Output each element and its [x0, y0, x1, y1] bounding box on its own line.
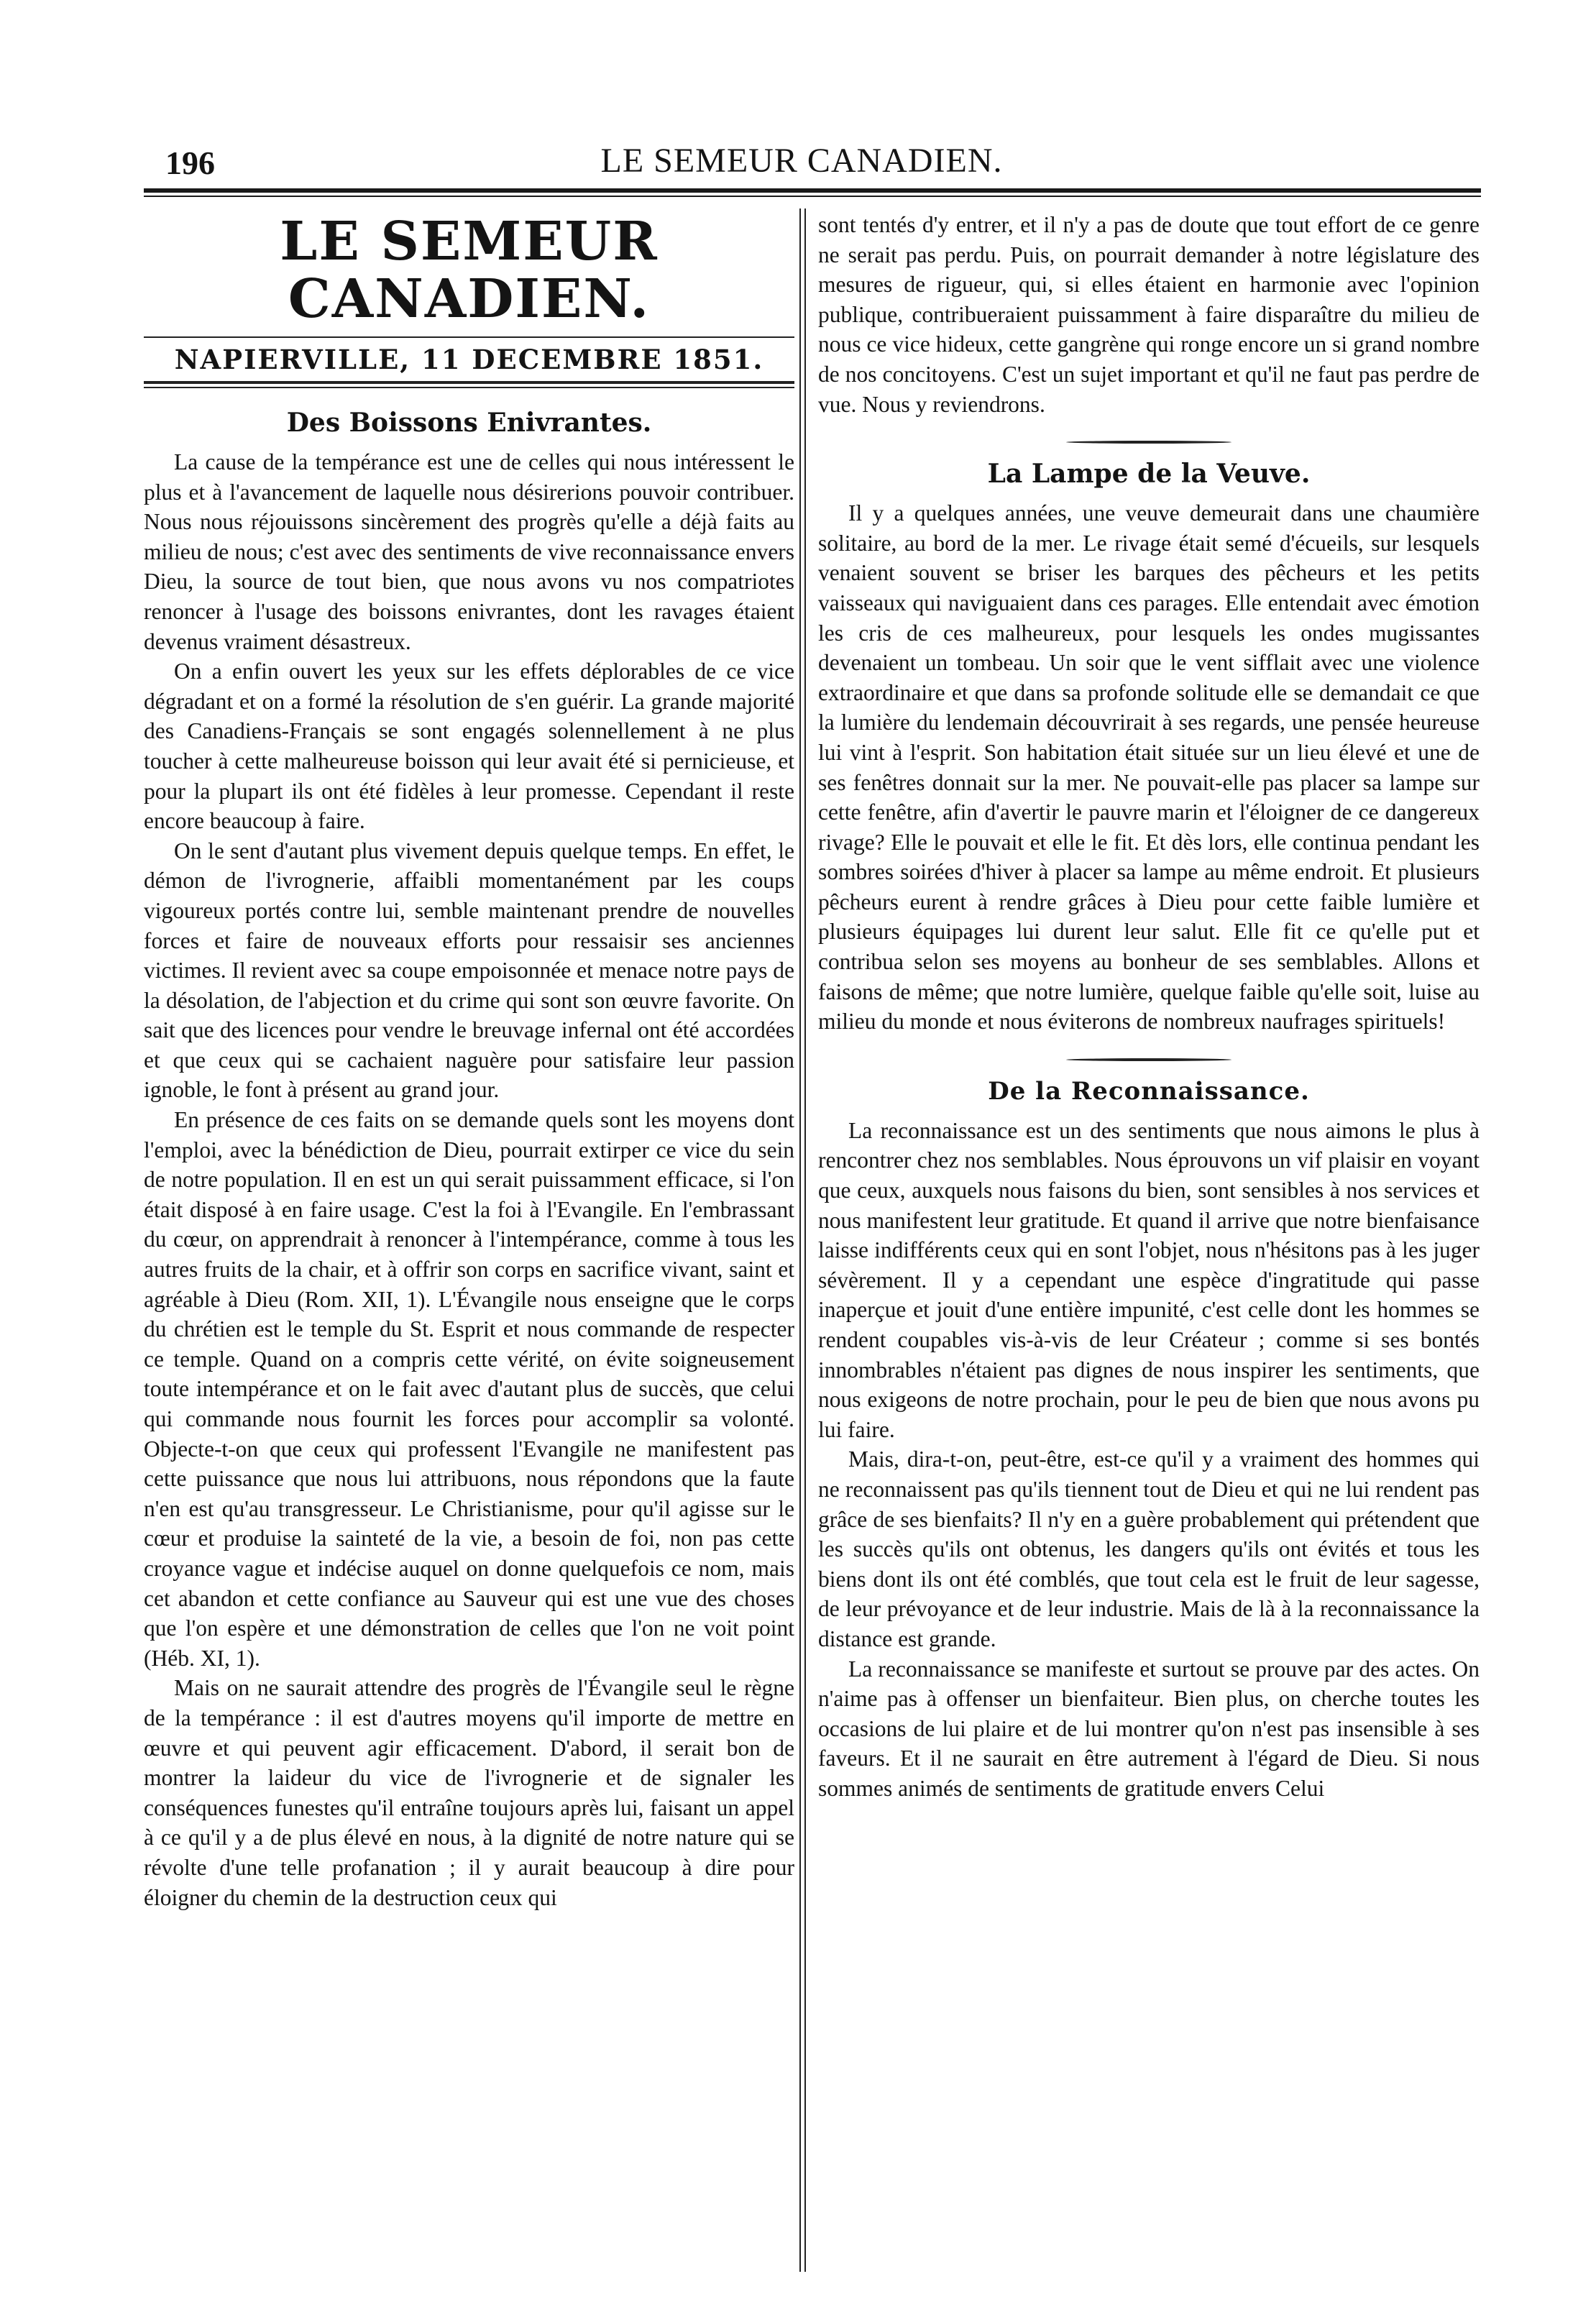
article-paragraph: On le sent d'autant plus vivement depuis quelque temps. En effet, le démon de l'ivrognerie, affaibli momentanément par les coups vigoureux portés contre lui, semble maintenant prendre de nouvelles forces et faire de nouveaux efforts pour ressaisir ses anciennes victimes. Il revient avec sa coupe empoisonnée et menace notre pays de la désolation, de l'abjection et du crime qui sont son œuvre favorite. On sait que des licences pour vendre le breuvage infernal ont été accordées et que ceux qui se cachaient naguère pour satisfaire leur passion ignoble, le font à présent au grand jour. [144, 838, 794, 1103]
article-paragraph: La reconnaissance se manifeste et surtout se prouve par des actes. On n'aime pas à offenser un bienfaiteur. Bien plus, on cherche toutes les occasions de lui plaire et de lui montrer qu'on n'est pas insensible à ses faveurs. Et il ne saurait en être autrement à l'égard de Dieu. Si nous sommes animés de sentiments de gratitude envers Celui [818, 1656, 1480, 1801]
column-right [818, 210, 1480, 1804]
running-head [122, 137, 1481, 187]
article-paragraph: On a enfin ouvert les yeux sur les effets déplorables de ce vice dégradant et on a formé la résolution de s'en guérir. La grande majorité des Canadiens-Français se sont engagés solennellement à ne plus toucher à cette malheureuse boisson qui leur avait été si pernicieuse, et pour la plupart ils ont été fidèles à leur promesse. Cependant il reste encore beaucoup à faire. [144, 659, 794, 834]
article-title-boissons: Des Boissons Enivrantes. [286, 408, 652, 438]
article-paragraph-continuation: sont tentés d'y entrer, et il n'y a pas de doute que tout effort de ce genre ne serait pas perdu. Puis, on pourrait demander à notre législature des mesures de rigueur, qui, si elles étaient en harmonie avec l'opinion publique, contribueraient puissamment à faire disparaître du milieu de nous ce vice hideux, cette gangrène qui ronge encore un si grand nombre de nos concitoyens. C'est un sujet important et qu'il ne faut pas perdre de vue. Nous y reviendrons. [818, 212, 1480, 417]
article-paragraph: La cause de la tempérance est une de celles qui nous intéressent le plus et à l'avancement de laquelle nous désirerions pouvoir contribuer. Nous nous réjouissons sincèrement des progrès qu'elle a déjà faits au milieu de nous; c'est avec des sentiments de vive reconnaissance envers Dieu, la source de tout bien, que nous avons vu nos compatriotes renoncer à l'usage des boissons enivrantes, dont les ravages étaient devenus vraiment désastreux. [144, 449, 794, 654]
masthead-title: LE SEMEUR CANADIEN. [280, 211, 659, 330]
article-paragraph: La reconnaissance est un des sentiments que nous aimons le plus à rencontrer chez nos semblables. Nous éprouvons un vif plaisir en voyant que ceux, auxquels nous faisons du bien, sont sensibles à nos services et nous manifestent leur gratitude. Et quand il arrive que notre bienfaisance laisse indifférents ceux qui en sont l'objet, nous n'hésitons pas à les juger sévèrement. Il y a cependant une espèce d'ingratitude qui passe inaperçue et jouit d'une entière impunité, c'est celle dont les hommes se rendent coupables vis-à-vis de leur Créateur ; comme si ses bontés innombrables n'étaient pas dignes de nous inspirer les sentiments, que nous exigeons de notre prochain, pour le peu de bien que nous avons pu lui faire. [818, 1117, 1480, 1442]
masthead-double-rule [144, 381, 794, 388]
article-title-lampe: La Lampe de la Veuve. [987, 459, 1311, 490]
section-separator [1066, 1058, 1232, 1061]
masthead-rule [144, 336, 794, 338]
article-paragraph: Mais, dira-t-on, peut-être, est-ce qu'il y a vraiment des hommes qui ne reconnaissent pas qu'ils tiennent tout de Dieu et qui ne lui rendent pas grâce de ses bienfaits? Il n'y en a guère probablement qui prétendent que les succès qu'ils ont obtenus, les dangers qu'ils ont évités et tous les biens dont ils ont été comblés, que tout cela est le fruit de leur sagesse, de leur prévoyance et de leur industrie. Mais de là à la reconnaissance la distance est grande. [818, 1446, 1480, 1651]
section-separator [1066, 441, 1232, 444]
article-title-reconnaissance: De la Reconnaissance. [988, 1076, 1310, 1106]
column-left [144, 210, 794, 1912]
running-title: LE SEMEUR CANADIEN. [600, 142, 1003, 180]
column-divider [799, 208, 806, 2272]
article-paragraph: En présence de ces faits on se demande quels sont les moyens dont l'emploi, avec la bénédiction de Dieu, pourrait extirper ce vice du sein de notre population. Il en est un qui serait puissamment efficace, si l'on était disposé à en faire usage. C'est la foi à l'Evangile. En l'embrassant du cœur, on apprendrait à renoncer à l'intempérance, comme à tous les autres fruits de la chair, et à offrir son corps en sacrifice vivant, saint et agréable à Dieu (Rom. XII, 1). L'Évangile nous enseigne que le corps du chrétien est le temple du St. Esprit et nous commande de respecter ce temple. Quand on a compris cette vérité, on évite soigneusement toute intempérance et on le fait avec d'autant plus de succès, que celui qui commande nous fournit les forces pour accomplir sa volonté. Objecte-t-on que ceux qui professent l'Evangile ne manifestent pas cette puissance que nous lui attribuons, nous répondons que la faute n'en est qu'au transgresseur. Le Christianisme, pour qu'il agisse sur le cœur et produise la sainteté de la vie, a besoin de foi, non pas cette croyance vague et indécise auquel on donne quelquefois ce nom, mais cet abandon et cette confiance au Sauveur qui est une vue des choses que l'on espère et une démonstration de celles que l'on ne voit point (Héb. XI, 1). [144, 1107, 794, 1671]
header-rule [144, 188, 1481, 193]
header-rule-thin [144, 196, 1481, 197]
dateline: NAPIERVILLE, 11 DECEMBRE 1851. [174, 344, 764, 375]
article-paragraph: Il y a quelques années, une veuve demeurait dans une chaumière solitaire, au bord de la mer. Le rivage était semé d'écueils, sur lesquels venaient souvent se briser les barques des pêcheurs et les petits vaisseaux qui naviguaient dans ces parages. Elle entendait avec émotion les cris de ces malheureux, pour lesquels les ondes mugissantes devenaient un tombeau. Un soir que le vent sifflait avec une violence extraordinaire et que dans sa profonde solitude elle se demandait ce que la lumière du lendemain découvrirait à ses regards, une pensée heureuse lui vint à l'esprit. Son habitation était située sur un lieu élevé et une de ses fenêtres donnait sur la mer. Ne pouvait-elle pas placer sa lampe sur cette fenêtre, afin d'avertir le pauvre marin et l'éloigner de ce dangereux rivage? Elle le pouvait et elle le fit. Et dès lors, elle continua pendant les sombres soirées d'hiver à placer sa lampe au même endroit. Et plusieurs pêcheurs eurent à rendre grâces à Dieu pour cette faible lumière et plusieurs équipages lui durent leur salut. Elle fit ce qu'elle put et contribua selon ses moyens au bonheur de ses semblables. Allons et faisons de même; que notre lumière, quelque faible qu'elle soit, luise au milieu du monde et nous éviterons de nombreux naufrages spirituels! [818, 500, 1480, 1035]
article-paragraph-continued: Mais on ne saurait attendre des progrès de l'Évangile seul le règne de la tempérance : il est d'autres moyens qu'il importe de mettre en œuvre et qui peuvent agir efficacement. D'abord, il serait bon de montrer la laideur du vice de l'ivrognerie et de signaler les conséquences funestes qu'il entraîne toujours après lui, faisant un appel à ce qu'il y a de plus élevé en nous, à la dignité de notre nature qui se révolte d'une telle profanation ; il y aurait beaucoup à dire pour éloigner du chemin de la destruction ceux qui [144, 1675, 794, 1910]
page-number: 196 [165, 145, 215, 181]
